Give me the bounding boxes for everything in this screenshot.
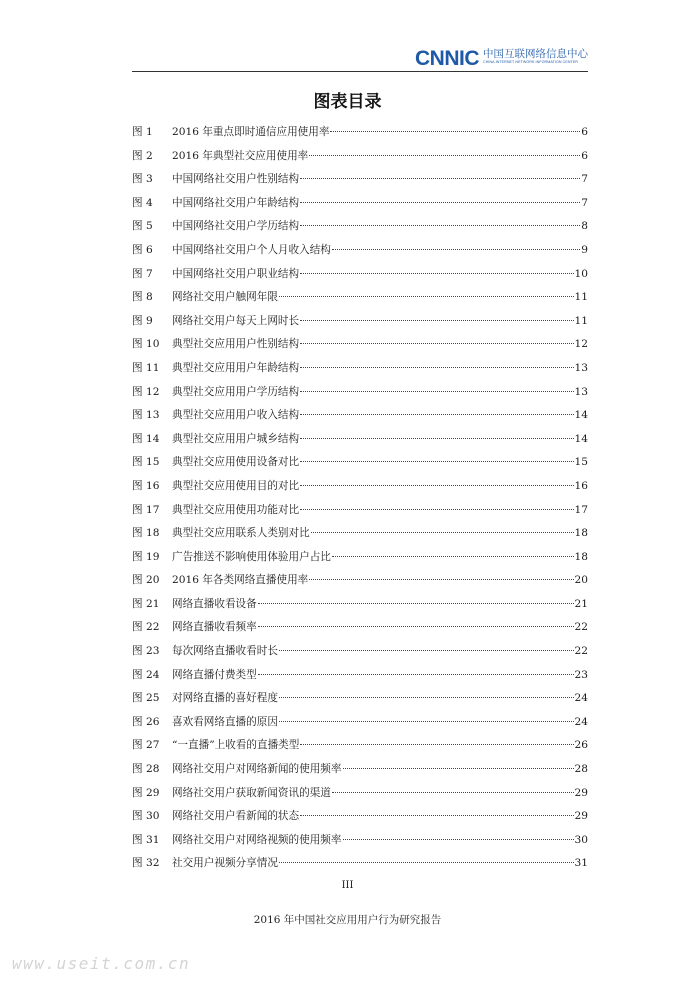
toc-entry[interactable] [132,336,588,360]
toc-figure-number: 图 28 [132,763,160,776]
toc-figure-number: 图 4 [132,196,153,209]
toc-dot-leader [300,414,573,415]
toc-figure-number: 图 3 [132,173,153,186]
toc-dot-leader [279,650,574,651]
toc-entry[interactable] [132,808,588,832]
toc-dot-leader [300,815,573,816]
toc-figure-number: 图 10 [132,338,160,351]
toc-entry[interactable] [132,690,588,714]
toc-figure-title: 网络社交用户看新闻的状态 [172,810,300,823]
toc-page-number: 29 [574,786,588,799]
toc-entry[interactable] [132,737,588,761]
toc-figure-number: 图 30 [132,810,160,823]
toc-dot-leader [258,603,574,604]
toc-figure-number: 图 13 [132,409,160,422]
toc-entry[interactable] [132,124,588,148]
toc-page-number: 16 [574,479,588,492]
toc-dot-leader [300,225,580,226]
toc-entry[interactable] [132,596,588,620]
toc-figure-number: 图 14 [132,432,160,445]
toc-dot-leader [332,556,574,557]
toc-dot-leader [300,202,580,203]
toc-page-number: 20 [574,574,588,587]
toc-page-number: 23 [574,668,588,681]
toc-dot-leader [258,626,574,627]
toc-figure-title: 网络直播收看设备 [172,597,257,610]
toc-dot-leader [343,839,574,840]
toc-figure-title: 网络社交用户每天上网时长 [172,314,300,327]
toc-figure-title: 网络社交用户对网络视频的使用频率 [172,833,342,846]
toc-page-number: 22 [574,645,588,658]
toc-entry[interactable] [132,667,588,691]
toc-figure-title: 网络直播付费类型 [172,668,257,681]
toc-figure-title: 中国网络社交用户学历结构 [172,220,300,233]
logo-english-name: CHINA INTERNET NETWORK INFORMATION CENTER [483,60,579,64]
toc-entry[interactable] [132,289,588,313]
toc-entry[interactable] [132,785,588,809]
toc-figure-title: 典型社交应用用户学历结构 [172,385,300,398]
toc-dot-leader [300,485,573,486]
toc-entry[interactable] [132,242,588,266]
toc-figure-number: 图 27 [132,739,160,752]
toc-page-number: 14 [574,432,588,445]
toc-figure-title: 网络社交用户对网络新闻的使用频率 [172,763,342,776]
toc-entry[interactable] [132,714,588,738]
page-header [132,44,588,72]
toc-page-number: 24 [574,692,588,705]
toc-figure-number: 图 24 [132,668,160,681]
toc-dot-leader [343,768,574,769]
toc-entry[interactable] [132,525,588,549]
toc-figure-number: 图 17 [132,503,160,516]
toc-figure-number: 图 6 [132,243,153,256]
figure-list [132,124,588,879]
toc-figure-number: 图 12 [132,385,160,398]
logo-text [483,48,588,65]
toc-page-number: 7 [581,173,588,186]
toc-figure-title: 每次网络直播收看时长 [172,645,278,658]
toc-dot-leader [309,155,580,156]
toc-entry[interactable] [132,478,588,502]
toc-figure-title: 2016 年重点即时通信应用使用率 [172,126,330,138]
toc-page-number: 30 [574,833,588,846]
toc-page-number: 8 [581,220,588,233]
toc-figure-title: 中国网络社交用户性别结构 [172,173,300,186]
toc-dot-leader [311,532,574,533]
toc-dot-leader [279,697,574,698]
toc-entry[interactable] [132,313,588,337]
toc-figure-number: 图 1 [132,126,153,138]
toc-figure-number: 图 32 [132,857,160,870]
toc-entry[interactable] [132,431,588,455]
toc-page-number: 7 [581,196,588,209]
page-number: III [341,880,354,891]
toc-figure-title: 网络社交用户获取新闻资讯的渠道 [172,786,331,799]
toc-figure-title: 典型社交应用使用功能对比 [172,503,300,516]
toc-dot-leader [300,461,573,462]
toc-entry[interactable] [132,171,588,195]
toc-page-number: 15 [574,456,588,469]
toc-page-number: 26 [574,739,588,752]
toc-page-number: 24 [574,715,588,728]
toc-page-number: 18 [574,550,588,563]
toc-figure-number: 图 8 [132,291,153,304]
toc-page-number: 11 [574,291,588,304]
toc-entry[interactable] [132,572,588,596]
toc-page-number: 9 [581,243,588,256]
toc-figure-title: 网络直播收看频率 [172,621,257,634]
toc-entry[interactable] [132,549,588,573]
toc-entry[interactable] [132,384,588,408]
toc-dot-leader [300,509,573,510]
toc-figure-title: 2016 年典型社交应用使用率 [172,149,309,162]
toc-figure-title: 网络社交用户触网年限 [172,291,278,304]
toc-figure-number: 图 15 [132,456,160,469]
toc-figure-title: 典型社交应用用户性别结构 [172,338,300,351]
toc-dot-leader [330,131,580,132]
report-title: 2016 年中国社交应用用户行为研究报告 [253,914,442,926]
toc-page-number: 13 [574,361,588,374]
toc-figure-number: 图 26 [132,715,160,728]
toc-dot-leader [279,296,574,297]
toc-dot-leader [279,862,574,863]
toc-entry[interactable] [132,643,588,667]
toc-entry[interactable] [132,619,588,643]
toc-dot-leader [300,744,573,745]
toc-figure-title: 喜欢看网络直播的原因 [172,715,278,728]
toc-dot-leader [279,721,574,722]
toc-page-number: 18 [574,527,588,540]
toc-entry[interactable] [132,218,588,242]
toc-figure-title: 中国网络社交用户年龄结构 [172,196,300,209]
toc-page-number: 22 [574,621,588,634]
toc-entry[interactable] [132,360,588,384]
toc-dot-leader [309,579,573,580]
toc-figure-title: 典型社交应用用户收入结构 [172,409,300,422]
toc-figure-title: 典型社交应用使用设备对比 [172,456,300,469]
toc-entry[interactable] [132,855,588,879]
toc-page-number: 12 [574,338,588,351]
toc-figure-title: 社交用户视频分享情况 [172,857,278,870]
toc-dot-leader [300,391,573,392]
toc-entry[interactable] [132,407,588,431]
toc-figure-number: 图 9 [132,314,153,327]
toc-figure-number: 图 22 [132,621,160,634]
toc-figure-title: 典型社交应用使用目的对比 [172,479,300,492]
toc-figure-number: 图 29 [132,786,160,799]
cnnic-logo [415,48,588,70]
toc-figure-number: 图 20 [132,574,160,587]
toc-figure-number: 图 21 [132,597,160,610]
toc-page-number: 14 [574,409,588,422]
toc-figure-title: 中国网络社交用户个人月收入结构 [172,243,331,256]
toc-page-number: 31 [574,857,588,870]
page-title: 图表目录 [313,92,382,112]
toc-figure-number: 图 31 [132,833,160,846]
toc-figure-title: 对网络直播的喜好程度 [172,692,278,705]
toc-page-number: 17 [574,503,588,516]
toc-figure-number: 图 2 [132,149,153,162]
toc-dot-leader [332,249,580,250]
toc-page-number: 10 [574,267,588,280]
toc-dot-leader [300,367,573,368]
toc-dot-leader [300,343,573,344]
toc-figure-number: 图 18 [132,527,160,540]
toc-entry[interactable] [132,761,588,785]
toc-figure-number: 图 16 [132,479,160,492]
toc-page-number: 28 [574,763,588,776]
toc-figure-title: 典型社交应用用户年龄结构 [172,361,300,374]
toc-figure-number: 图 23 [132,645,160,658]
header-rule [132,71,588,72]
toc-figure-number: 图 11 [132,361,160,374]
logo-mark: CNNIC [415,47,479,70]
toc-page-number: 21 [574,597,588,610]
toc-dot-leader [300,438,573,439]
toc-figure-title: 2016 年各类网络直播使用率 [172,574,309,587]
toc-dot-leader [300,320,573,321]
toc-dot-leader [258,674,574,675]
logo-chinese-name: 中国互联网络信息中心 [483,48,588,60]
toc-dot-leader [332,792,574,793]
toc-dot-leader [300,273,573,274]
toc-page-number: 13 [574,385,588,398]
toc-entry[interactable] [132,832,588,856]
toc-page-number: 6 [581,126,588,138]
toc-figure-number: 图 5 [132,220,153,233]
toc-figure-number: 图 7 [132,267,153,280]
toc-entry[interactable] [132,148,588,172]
toc-figure-title: 典型社交应用用户城乡结构 [172,432,300,445]
toc-page-number: 29 [574,810,588,823]
toc-figure-title: 广告推送不影响使用体验用户占比 [172,550,331,563]
toc-figure-title: “一直播”上收看的直播类型 [172,739,300,752]
toc-dot-leader [300,178,580,179]
toc-entry[interactable] [132,266,588,290]
toc-figure-title: 中国网络社交用户职业结构 [172,267,300,280]
watermark: www.useit.com.cn [12,954,191,973]
toc-figure-title: 典型社交应用联系人类别对比 [172,527,310,540]
toc-figure-number: 图 25 [132,692,160,705]
toc-figure-number: 图 19 [132,550,160,563]
toc-page-number: 6 [581,149,588,162]
toc-page-number: 11 [574,314,588,327]
toc-entry[interactable] [132,454,588,478]
toc-entry[interactable] [132,195,588,219]
toc-entry[interactable] [132,502,588,526]
